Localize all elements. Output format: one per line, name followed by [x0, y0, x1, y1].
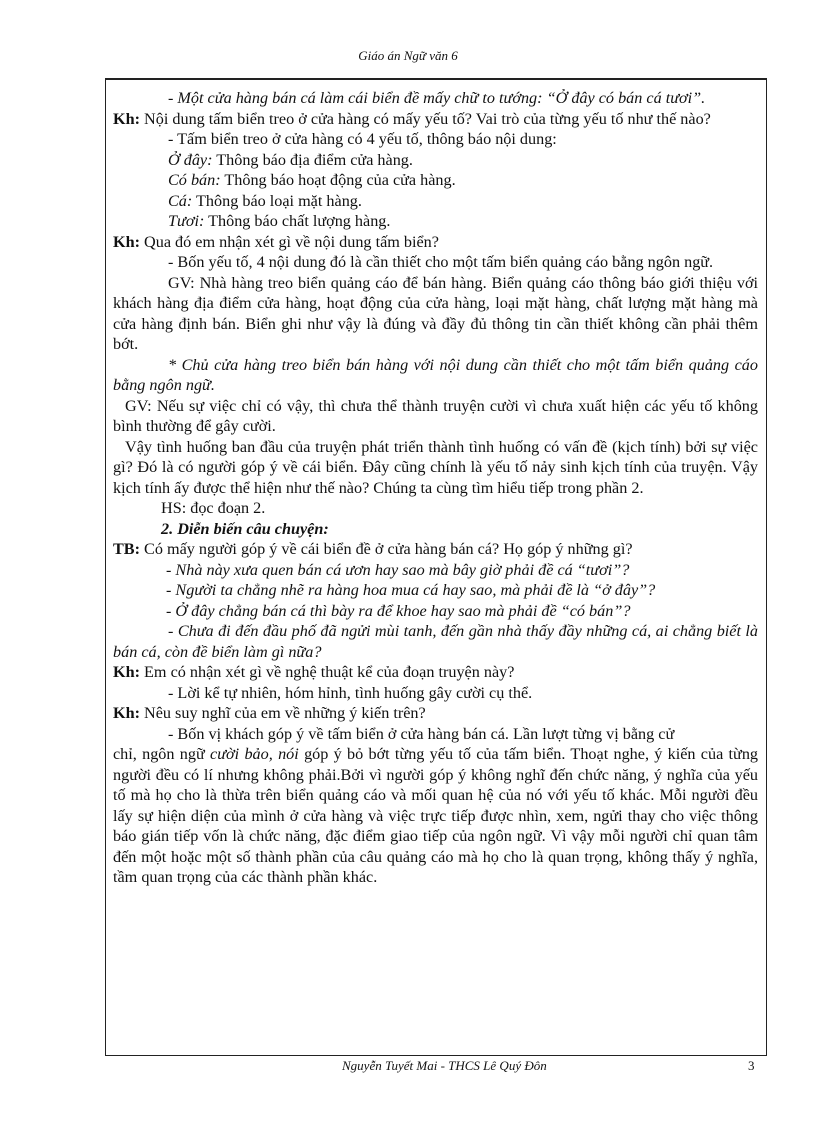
sign-element-desc: Thông báo địa điểm cửa hàng.	[216, 150, 413, 169]
sign-element-item	[113, 191, 758, 212]
question-text: Có mấy người góp ý về cái biển đề ở cửa hàng bán cá? Họ góp ý những gì?	[144, 540, 633, 558]
question-label: TB:	[113, 540, 140, 558]
answer-3: - Lời kể tự nhiên, hóm hỉnh, tình huống gây cười cụ thể.	[168, 683, 533, 702]
answer-4-italic: cười bảo, nói	[210, 745, 299, 763]
question-3	[113, 662, 758, 683]
answer-4-rest: góp ý bỏ bớt từng yếu tố của tấm biển. Thoạt nghe, ý kiến của từng người đều có lí nhưng không phải.Bởi vì người góp ý không nghĩ đến chức năng, ý nghĩa của yếu tố mà họ cho là thừa trên biển quảng cáo và mối quan hệ của nó với yếu tố khác. Mỗi người đều lấy sự hiện diện của mình ở cửa hàng và việc trực tiếp được nhìn, xem, ngửi thay cho việc thông báo gián tiếp vốn là chức năng, đặc điểm giao tiếp của ngôn ngữ. Vì vậy mỗi người chỉ quan tâm đến một hoặc một số thành phần của câu quảng cáo mà họ cho là quan trọng, không thấy ý nghĩa, tầm quan trọng của các thành phần khác.	[113, 745, 759, 886]
conclusion-note: * Chủ cửa hàng treo biển bán hàng với nội dung cần thiết cho một tấm biển quảng cáo bằng ngôn ngữ.	[113, 355, 758, 394]
sign-element-term: Có bán:	[168, 171, 221, 189]
answer-2: - Bốn yếu tố, 4 nội dung đó là cần thiết cho một tấm biển quảng cáo bằng ngôn ngữ.	[168, 253, 714, 271]
answer-4-pre: chỉ, ngôn ngữ	[113, 745, 205, 763]
question-label: Kh:	[113, 232, 140, 251]
answer-1: - Tấm biển treo ở cửa hàng có 4 yếu tố, thông báo nội dung:	[168, 130, 557, 148]
answer-4-body	[113, 744, 758, 888]
teacher-note-2: GV: Nếu sự việc chỉ có vậy, thì chưa thể thành truyện cười vì chưa xuất hiện các yếu tố không bình thường để gây cười.	[113, 396, 758, 435]
customer-quote: - Người ta chẳng nhẽ ra hàng hoa mua cá hay sao, mà phải đề là “ở đây”?	[166, 581, 656, 599]
question-label: Kh:	[113, 663, 140, 681]
sign-element-item	[113, 170, 758, 191]
page-number: 3	[748, 1058, 755, 1073]
sign-element-term: Ở đây:	[168, 150, 213, 169]
sign-element-item	[113, 150, 758, 171]
question-text: Qua đó em nhận xét gì về nội dung tấm biển?	[144, 232, 439, 251]
page-header: Giáo án Ngữ văn 6	[358, 48, 458, 63]
intro-paragraph: - Một cửa hàng bán cá làm cái biển đề mấy chữ to tướng: “Ở đây có bán cá tươi”.	[168, 89, 706, 107]
section-heading: 2. Diễn biến câu chuyện:	[161, 519, 329, 538]
question-2	[113, 232, 758, 253]
question-text: Nêu suy nghĩ của em về những ý kiến trên?	[144, 704, 426, 722]
sign-element-desc: Thông báo chất lượng hàng.	[208, 212, 391, 230]
customer-quote: - Chưa đi đến đầu phố đã ngửi mùi tanh, đến gần nhà thấy đầy những cá, ai chẳng biết là bán cá, còn đề biển làm gì nữa?	[113, 622, 758, 661]
sign-element-term: Tươi:	[168, 212, 205, 230]
customer-quote: - Nhà này xưa quen bán cá ươn hay sao mà bây giờ phải đề cá “tươi”?	[166, 560, 630, 579]
question-text: Em có nhận xét gì về nghệ thuật kể của đoạn truyện này?	[144, 663, 515, 681]
question-label: Kh:	[113, 704, 140, 722]
student-task: HS: đọc đoạn 2.	[161, 499, 266, 517]
sign-element-desc: Thông báo hoạt động của cửa hàng.	[224, 171, 456, 189]
question-1	[113, 109, 758, 130]
customer-quote: - Ở đây chẳng bán cá thì bày ra để khoe hay sao mà phải đề “có bán”?	[166, 601, 631, 620]
lesson-content-frame	[105, 78, 767, 1056]
question-tb	[113, 539, 758, 560]
teacher-note-1: GV: Nhà hàng treo biển quảng cáo để bán hàng. Biển quảng cáo thông báo giới thiệu với khách hàng địa điểm cửa hàng, hoạt động của cửa hàng, loại mặt hàng, chất lượng mặt hàng mà cửa hàng định bán. Biển ghi như vậy là đúng và đầy đủ thông tin cần thiết không cần phải thêm bớt.	[113, 273, 758, 353]
sign-element-item	[113, 211, 758, 232]
question-4	[113, 703, 758, 724]
sign-element-term: Cá:	[168, 191, 193, 210]
question-label: Kh:	[113, 109, 140, 128]
footer-author: Nguyễn Tuyết Mai - THCS Lê Quý Đôn	[342, 1058, 547, 1073]
situation-paragraph: Vậy tình huống ban đầu của truyện phát triển thành tình huống có vấn đề (kịch tính) bởi sự việc gì? Đó là có người góp ý về cái biển. Đây cũng chính là yếu tố nảy sinh kịch tính của truyện. Vậy kịch tính ấy được thể hiện như thế nào? Chúng ta cùng tìm hiểu tiếp trong phần 2.	[113, 437, 758, 497]
sign-element-desc: Thông báo loại mặt hàng.	[196, 191, 362, 210]
question-text: Nội dung tấm biển treo ở cửa hàng có mấy yếu tố? Vai trò của từng yếu tố như thế nào?	[144, 109, 711, 128]
answer-4-start: - Bốn vị khách góp ý về tấm biển ở cửa hàng bán cá. Lần lượt từng vị bằng cử	[168, 724, 675, 743]
